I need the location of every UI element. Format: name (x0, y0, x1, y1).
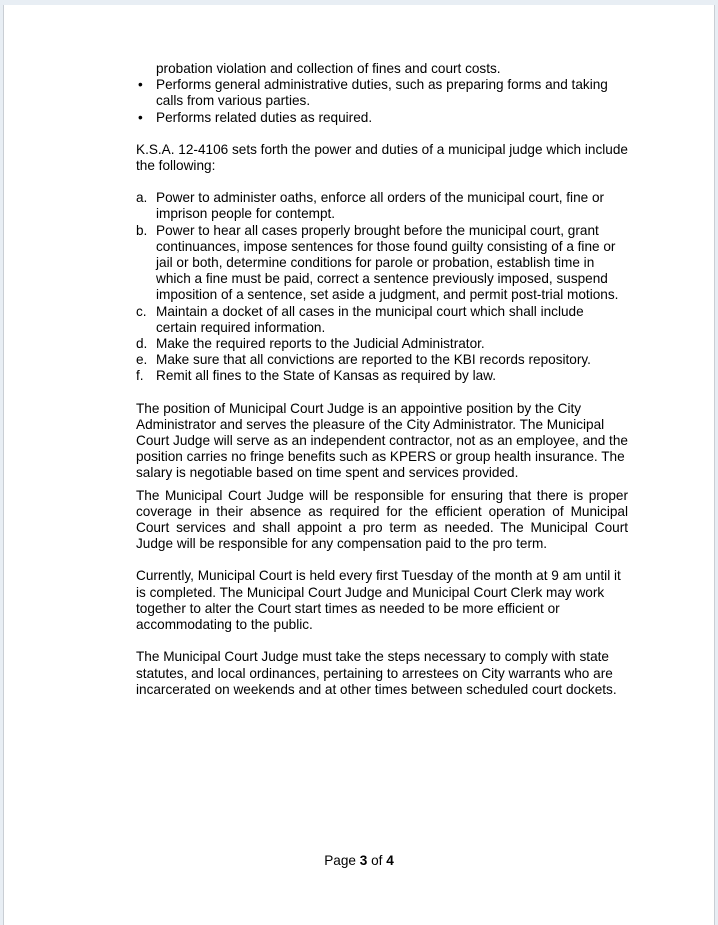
bullet-text: probation violation and collection of fines and court costs. (156, 61, 501, 76)
page-footer (4, 853, 714, 868)
ksa-intro-paragraph: K.S.A. 12-4106 sets forth the power and duties of a municipal judge which include the following: (136, 141, 628, 174)
power-item-a (136, 190, 628, 222)
bullet-item-2 (136, 110, 628, 126)
power-marker: e. (136, 352, 148, 368)
power-marker: c. (136, 303, 147, 319)
power-text: Make sure that all convictions are reported to the KBI records repository. (156, 352, 591, 368)
bullet-text: Performs general administrative duties, such as preparing forms and taking calls from various parties. (156, 77, 608, 109)
power-item-f (136, 368, 628, 384)
page-label: Page (324, 853, 360, 868)
position-paragraph: The position of Municipal Court Judge is an appointive position by the City Administrator and serves the pleasure of the City Administrator. The Municipal Court Judge will serve as an independent contractor, not as an employee, and the position carries no fringe benefits such as KPERS or group health insurance. The salary is negotiable based on time spent and services provided. (136, 400, 628, 481)
power-item-d (136, 336, 628, 352)
duties-bullet-list (136, 61, 628, 126)
power-text: Make the required reports to the Judicial Administrator. (156, 336, 485, 352)
power-item-e (136, 352, 628, 368)
bullet-item-0 (136, 61, 628, 77)
schedule-paragraph: Currently, Municipal Court is held every first Tuesday of the month at 9 am until it is completed. The Municipal Court Judge and Municipal Court Clerk may work together to alter the Court start times as needed to be more efficient or accommodating to the public. (136, 568, 621, 633)
compliance-paragraph: The Municipal Court Judge must take the steps necessary to comply with state statutes, and local ordinances, pertaining to arrestees on City warrants who are incarcerated on weekends and at other times between scheduled court dockets. (136, 649, 617, 697)
power-text: Maintain a docket of all cases in the municipal court which shall include certain required information. (156, 303, 584, 335)
judge-powers-list (136, 190, 628, 384)
power-text: Power to hear all cases properly brought before the municipal court, grant continuances, impose sentences for those found guilty consisting of a fine or jail or both, determine conditions for parole or probation, establish time in which a fine must be paid, correct a sentence previously imposed, suspend imposition of a sentence, set aside a judgment, and permit post-trial motions. (156, 222, 619, 303)
page-of-label: of (367, 853, 387, 868)
document-page (3, 5, 715, 925)
bullet-text: Performs related duties as required. (156, 109, 373, 125)
power-text: Remit all fines to the State of Kansas as required by law. (156, 368, 497, 384)
power-marker: b. (136, 222, 148, 238)
power-marker: f. (136, 368, 144, 384)
power-marker: d. (136, 336, 148, 352)
bullet-dot-icon: • (138, 109, 143, 125)
power-text: Power to administer oaths, enforce all orders of the municipal court, fine or imprison people for contempt. (156, 190, 605, 222)
power-item-b (136, 223, 628, 304)
page-total-number: 4 (386, 853, 394, 868)
page-current-number: 3 (359, 853, 368, 868)
page-content (136, 61, 628, 698)
coverage-paragraph: The Municipal Court Judge will be responsible for ensuring that there is proper coverage in their absence as required for the efficient operation of Municipal Court services and shall appoint a pro term as needed. The Municipal Court Judge will be responsible for any compensation paid to the pro term. (136, 487, 628, 552)
bullet-dot-icon: • (138, 77, 143, 93)
bullet-item-1 (136, 77, 628, 109)
power-marker: a. (136, 190, 148, 206)
power-item-c (136, 304, 628, 336)
